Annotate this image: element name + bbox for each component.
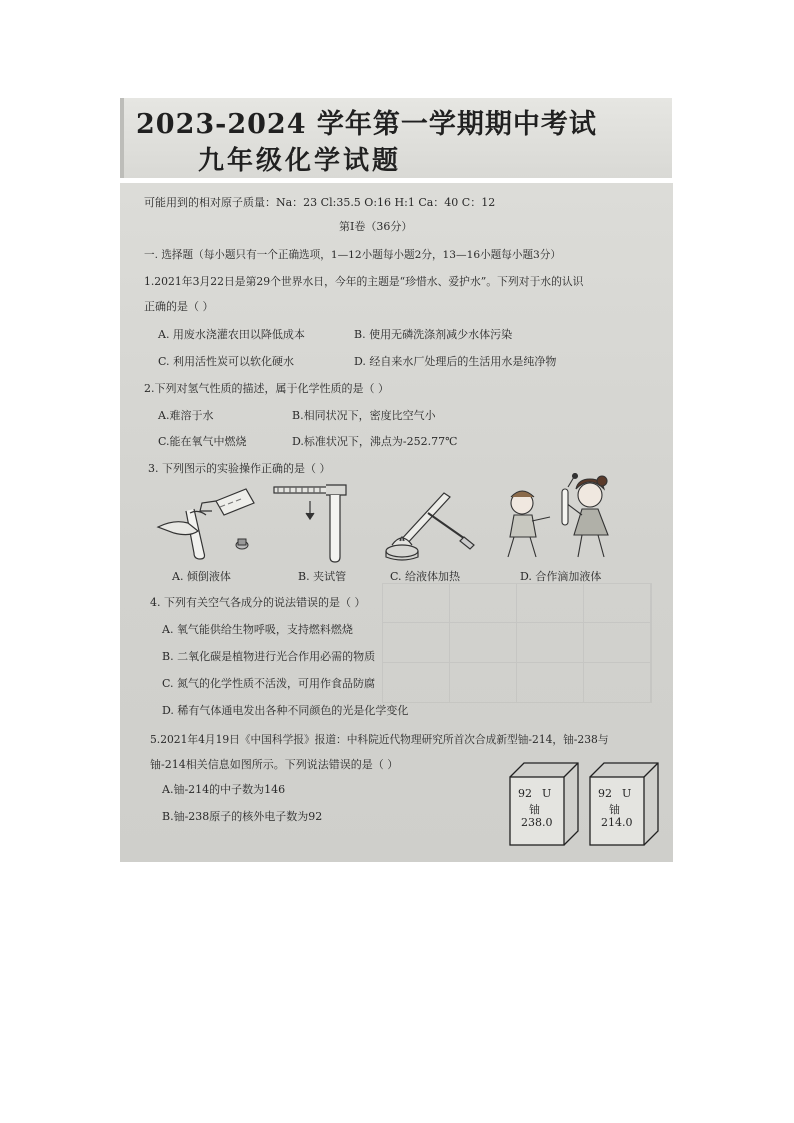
exam-paper-photo <box>120 183 673 862</box>
question-2-option-a: A.难溶于水 <box>158 409 214 422</box>
question-1-stem: 1.2021年3月22日是第29个世界水日，今年的主题是“珍惜水、爱护水”。下列对于水的认识 <box>144 275 584 288</box>
element-name: 铀 <box>529 803 540 816</box>
atomic-masses-line: 可能用到的相对原子质量：Na：23 Cl:35.5 O:16 H:1 Ca：40 C：12 <box>144 196 496 209</box>
uranium-238-card <box>508 759 580 849</box>
uranium-214-card <box>588 759 660 849</box>
figure-label-b: B. 夹试管 <box>298 570 347 583</box>
question-1-stem-cont: 正确的是（ ） <box>144 300 214 313</box>
question-4-option-c: C. 氮气的化学性质不活泼，可用作食品防腐 <box>162 677 376 690</box>
question-2-option-b: B.相同状况下，密度比空气小 <box>292 409 436 422</box>
cooperative-dropping-illustration <box>498 473 626 563</box>
question-1-option-c: C. 利用活性炭可以软化硬水 <box>158 355 295 368</box>
question-4-option-a: A. 氧气能供给生物呼吸，支持燃料燃烧 <box>162 623 353 636</box>
section-title: 第Ⅰ卷（36分） <box>339 220 413 233</box>
cube-outline-214 <box>588 759 660 849</box>
test-tube-holder-illustration <box>270 483 360 563</box>
part-heading: 一. 选择题（每小题只有一个正确选项，1—12小题每小题2分，13—16小题每小题3分） <box>144 249 561 261</box>
element-symbol: U <box>542 787 552 800</box>
figure-label-c: C. 给液体加热 <box>390 570 461 583</box>
question-4-option-b: B. 二氧化碳是植物进行光合作用必需的物质 <box>162 650 376 663</box>
element-name: 铀 <box>609 803 620 816</box>
figure-label-d: D. 合作滴加液体 <box>520 570 602 583</box>
question-3-stem: 3. 下列图示的实验操作正确的是（ ） <box>148 462 331 475</box>
cube-outline-238 <box>508 759 580 849</box>
exam-title: 2023-2024 学年第一学期期中考试 <box>136 109 597 140</box>
question-4-stem: 4. 下列有关空气各成分的说法错误的是（ ） <box>150 596 366 609</box>
question-5-option-a: A.铀-214的中子数为146 <box>162 783 286 796</box>
question-1-option-b: B. 使用无磷洗涤剂减少水体污染 <box>354 328 513 341</box>
figure-label-a: A. 倾倒液体 <box>172 570 231 583</box>
heating-liquid-illustration <box>378 483 482 563</box>
relative-atomic-mass: 238.0 <box>521 816 553 829</box>
question-5-stem-cont: 铀-214相关信息如图所示。下列说法错误的是（ ） <box>150 758 399 771</box>
question-1-option-d: D. 经自来水厂处理后的生活用水是纯净物 <box>354 355 557 368</box>
question-5-option-b: B.铀-238原子的核外电子数为92 <box>162 810 323 823</box>
question-4-option-d: D. 稀有气体通电发出各种不同颜色的光是化学变化 <box>162 704 409 717</box>
question-2-stem: 2.下列对氢气性质的描述，属于化学性质的是（ ） <box>144 382 389 395</box>
exam-subtitle: 九年级化学试题 <box>198 146 402 176</box>
relative-atomic-mass: 214.0 <box>601 816 633 829</box>
question-2-option-d: D.标准状况下，沸点为-252.77℃ <box>292 435 458 448</box>
faint-background-table <box>382 583 652 703</box>
pouring-liquid-illustration <box>154 483 258 563</box>
question-1-option-a: A. 用废水浇灌农田以降低成本 <box>158 328 305 341</box>
exam-title-photo <box>120 98 672 178</box>
question-2-option-c: C.能在氧气中燃烧 <box>158 435 247 448</box>
atomic-number: 92 <box>598 787 612 800</box>
element-symbol: U <box>622 787 632 800</box>
question-5-stem: 5.2021年4月19日《中国科学报》报道：中科院近代物理研究所首次合成新型铀-214，铀-238与 <box>150 733 609 746</box>
atomic-number: 92 <box>518 787 532 800</box>
